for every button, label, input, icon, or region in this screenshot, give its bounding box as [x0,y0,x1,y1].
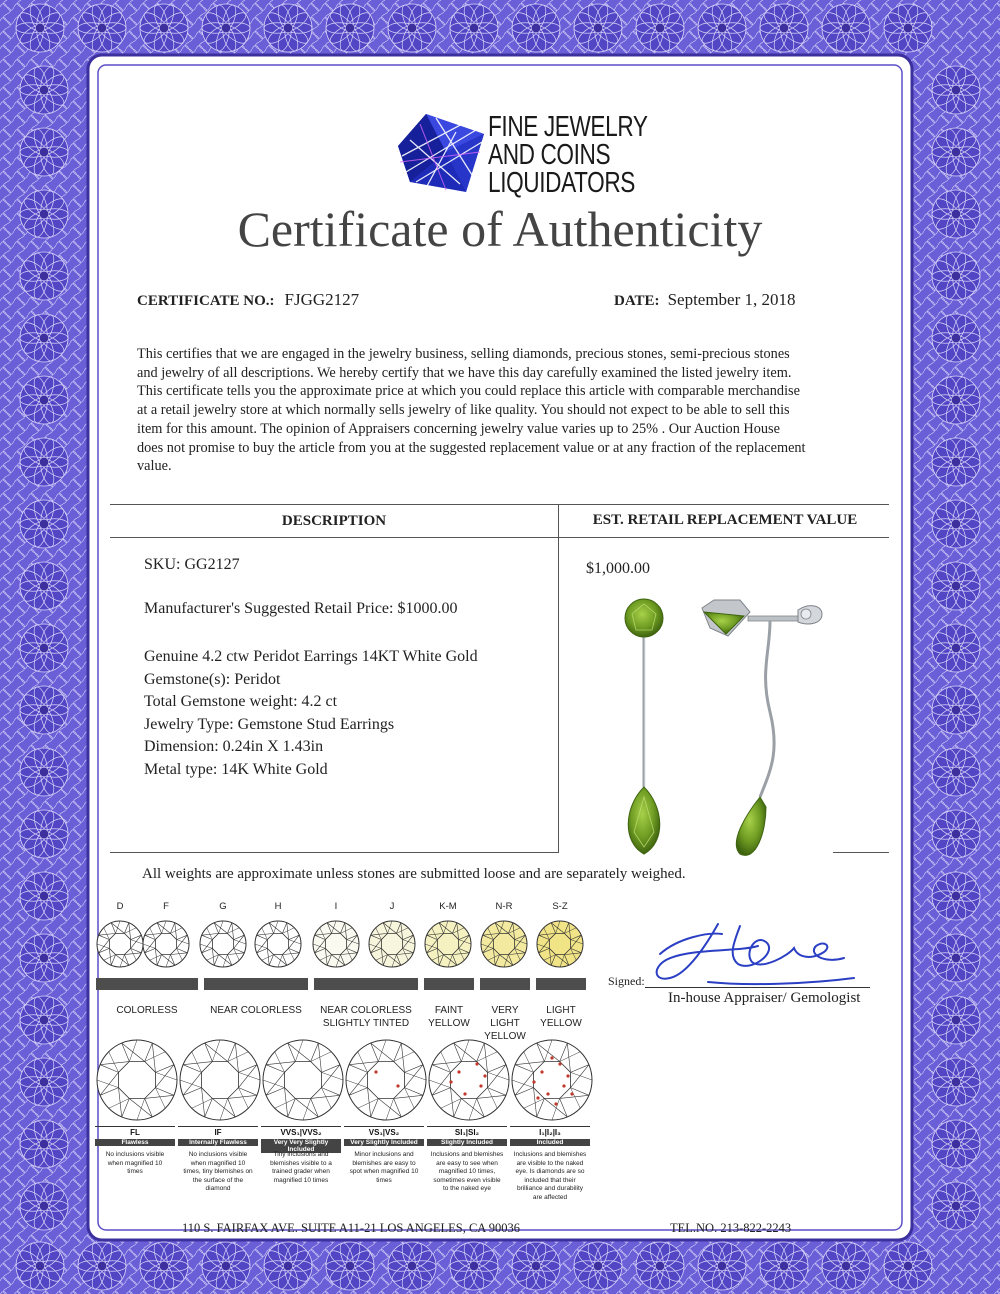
color-category-label: FAINT YELLOW [428,1005,470,1029]
rosette-ornament [932,1058,980,1107]
rosette-ornament [636,4,684,53]
rosette-ornament [822,1242,870,1291]
color-grade-diamond [200,921,246,967]
rosette-ornament [20,500,68,549]
paragraph-line: and jewelry of all descriptions. We hereby certify that we have this day carefully examined the listed jewelry item. [137,364,792,381]
rosette-ornament [20,996,68,1045]
rosette-ornament [932,934,980,983]
inclusion-mark [540,1070,543,1073]
inclusion-mark [532,1080,535,1083]
date-row [614,290,796,310]
rosette-ornament [20,128,68,177]
color-category-label: NEAR COLORLESS SLIGHTLY TINTED [320,1005,412,1029]
clarity-grade-name: Internally Flawless [178,1139,258,1146]
clarity-grade-code: FL [130,1128,140,1137]
rosette-ornament [140,1242,188,1291]
inclusion-mark [475,1062,478,1065]
clarity-rule [178,1126,258,1127]
clarity-rule [427,1126,507,1127]
sku-text: SKU: GG2127 [144,556,240,573]
inclusion-mark [570,1092,573,1095]
rosette-ornament [20,66,68,115]
rosette-ornament [932,810,980,859]
inclusion-mark [562,1084,565,1087]
table-header-rule [110,537,889,538]
clarity-grade-description: Tiny inclusions and blemishes visible to a trained grader when magnified 10 times [270,1151,332,1184]
rosette-ornament [822,4,870,53]
color-grade-label: S-Z [552,901,568,912]
color-grade-label: K-M [439,901,457,912]
paragraph-line: This certifies that we are engaged in the jewelry business, selling diamonds, precious stones, semi-precious stones [137,346,790,362]
paragraph-line: value. [137,458,172,475]
rosette-ornament [574,4,622,53]
detail-item: Dimension: 0.24in X 1.43in [144,738,324,755]
color-grade-label: H [274,901,282,912]
rosette-ornament [20,376,68,425]
clarity-diamond [180,1040,260,1120]
inclusion-mark [558,1062,561,1065]
inclusion-mark [536,1096,539,1099]
rosette-ornament [932,872,980,921]
rosette-ornament [20,934,68,983]
page-title: Certificate of Authenticity [237,201,763,257]
rosette-ornament [450,1242,498,1291]
rosette-ornament [388,4,436,53]
clarity-rule [344,1126,424,1127]
clarity-diamond [346,1040,426,1120]
rosette-ornament [78,1242,126,1291]
rosette-ornament [932,314,980,363]
inclusion-mark [546,1092,549,1095]
detail-item: Jewelry Type: Gemstone Stud Earrings [144,715,395,733]
rosette-ornament [20,314,68,363]
logo-line-1: FINE JEWELRY [488,111,648,143]
rosette-ornament [932,66,980,115]
clarity-grade-description: No inclusions visible when magnified 10 times, tiny blemishes on the surface of the diamond [183,1151,253,1192]
rosette-ornament [932,996,980,1045]
clarity-diamond [429,1040,509,1120]
clarity-rule [510,1126,590,1127]
clarity-grade-name: Very Slightly Included [344,1139,424,1146]
rosette-ornament [326,1242,374,1291]
color-grade-diamond [369,921,415,967]
certificate-number-value: FJGG2127 [284,290,360,309]
inclusion-mark [483,1074,486,1077]
inclusion-mark [550,1056,553,1059]
clarity-grade-code: SI₁|SI₂ [454,1128,480,1137]
rosette-ornament [20,748,68,797]
color-category-label: COLORLESS [116,1005,178,1016]
rosette-ornament [264,4,312,53]
clarity-grade-code: VVS₁|VVS₂ [280,1128,322,1137]
rosette-ornament [932,1120,980,1169]
color-grade-diamond [97,921,143,967]
rosette-ornament [932,252,980,301]
logo-line-3: LIQUIDATORS [488,167,635,199]
rosette-ornament [698,4,746,53]
clarity-grade-name: Flawless [95,1139,175,1146]
rosette-ornament [264,1242,312,1291]
table-bottom-rule-left [110,852,559,853]
rosette-ornament [884,4,932,53]
color-grade-diamond [537,921,583,967]
inclusion-mark [463,1092,466,1095]
clarity-rule [95,1126,175,1127]
rosette-ornament [20,624,68,673]
color-category-label: NEAR COLORLESS [210,1005,302,1016]
logo-gem-icon [396,112,488,204]
color-grade-diamond [255,921,301,967]
inclusion-mark [396,1084,399,1087]
inclusion-mark [566,1074,569,1077]
details-list [144,646,478,781]
peridot-earrings-image [610,592,840,862]
column-header-value: EST. RETAIL REPLACEMENT VALUE [592,512,858,528]
clarity-grade-description: Minor inclusions and blemishes are easy to spot when magnified 10 times [349,1151,419,1184]
rosette-ornament [202,1242,250,1291]
rosette-ornament [574,1242,622,1291]
rosette-ornament [884,1242,932,1291]
rosette-ornament [932,562,980,611]
rosette-ornament [20,872,68,921]
rosette-ornament [20,1120,68,1169]
column-header-description: DESCRIPTION [281,513,387,529]
clarity-grade-code: IF [214,1128,222,1137]
rosette-ornament [932,438,980,487]
rosette-ornament [932,624,980,673]
rosette-ornament [636,1242,684,1291]
color-grade-diamond [481,921,527,967]
rosette-ornament [698,1242,746,1291]
rosette-ornament [388,1242,436,1291]
color-grade-label: D [116,901,124,912]
signed-label: Signed: [608,974,645,988]
color-category-label: LIGHT YELLOW [540,1005,582,1029]
rosette-ornament [16,4,64,53]
clarity-grade-description: Inclusions and blemishes are visible to the naked eye. Is diamonds are so included that their brilliance and durability are affected [513,1151,587,1201]
clarity-grade-code: VS₁|VS₂ [368,1128,400,1137]
paragraph-line: at a retail jewelry store at which normally sells jewelry of like quality. You should not expect to be able to sell this [137,402,790,419]
date-label: DATE: [614,293,660,309]
rosette-ornament [760,1242,808,1291]
rosette-ornament [20,562,68,611]
detail-item: Gemstone(s): Peridot [144,670,281,688]
footer-address: 110 S. FAIRFAX AVE. SUITE A11-21 LOS ANGELES, CA 90036 [182,1221,520,1235]
color-grade-diamonds [90,912,590,972]
inclusion-mark [554,1102,557,1105]
replacement-value: $1,000.00 [586,560,650,577]
clarity-diamonds [95,1034,595,1126]
inclusion-mark [479,1084,482,1087]
rosette-ornament [20,438,68,487]
certification-paragraph [137,345,877,476]
color-grade-label: G [219,901,227,912]
clarity-diamond [512,1040,592,1120]
color-grade-label: J [389,901,395,912]
clarity-grade-code: I₁|I₂|I₃ [539,1128,561,1137]
color-grade-diamond [143,921,189,967]
inclusion-mark [457,1070,460,1073]
color-grade-diamond [313,921,359,967]
rosette-ornament [512,4,560,53]
color-grade-label: I [334,901,338,912]
inclusion-mark [374,1070,377,1073]
rosette-ornament [932,500,980,549]
rosette-ornament [932,748,980,797]
rosette-ornament [932,128,980,177]
table-bottom-rule-right [833,852,889,853]
color-grade-diamond [425,921,471,967]
rosette-ornament [512,1242,560,1291]
color-category-label: VERY LIGHT YELLOW [484,1005,526,1042]
color-grade-label: N-R [495,901,513,912]
detail-item: Total Gemstone weight: 4.2 ct [144,693,338,710]
inclusion-mark [449,1080,452,1083]
paragraph-line: item for this amount. The opinion of Appraisers concerning jewelry value varies up to 25% . Our Auction House [137,420,780,437]
rosette-ornament [78,4,126,53]
clarity-diamond [263,1040,343,1120]
clarity-rule [261,1126,341,1127]
color-category-bars [90,978,590,992]
rosette-ornament [20,1058,68,1107]
date-value: September 1, 2018 [667,290,796,309]
rosette-ornament [202,4,250,53]
rosette-ornament [16,1242,64,1291]
clarity-diamond [97,1040,177,1120]
rosette-ornament [20,810,68,859]
detail-item: Metal type: 14K White Gold [144,760,328,778]
signature-image [648,912,863,992]
footer-phone: TEL.NO. 213-822-2243 [670,1221,792,1235]
color-grade-label: F [163,901,169,912]
rosette-ornament [20,686,68,735]
logo-line-2: AND COINS [488,139,611,171]
msrp-text: Manufacturer's Suggested Retail Price: $1000.00 [144,600,458,617]
rosette-ornament [20,252,68,301]
rosette-ornament [450,4,498,53]
rosette-ornament [760,4,808,53]
clarity-grade-name: Very Very Slightly Included [261,1139,341,1153]
clarity-grade-description: No inclusions visible when magnified 10 times [105,1151,165,1175]
rosette-ornament [140,4,188,53]
certificate-number-row [137,290,359,310]
rosette-ornament [932,686,980,735]
table-divider [558,504,559,852]
clarity-grade-description: Inclusions and blemishes are easy to see when magnified 10 times, sometimes even visible to the naked eye [430,1151,504,1192]
paragraph-line: does not promise to buy the article from you at the suggested replacement value or at any fraction of the replacement [137,439,806,456]
weights-note: All weights are approximate unless stones are submitted loose and are separately weighed. [142,866,686,882]
paragraph-line: This certificate tells you the approximate price at which you could replace this article with comparable merchandise [137,383,800,400]
clarity-grade-name: Slightly Included [427,1139,507,1146]
rosette-ornament [932,376,980,425]
certificate-number-label: CERTIFICATE NO.: [137,293,275,309]
rosette-ornament [932,1182,980,1231]
logo-text [488,113,648,197]
rosette-ornament [20,1182,68,1231]
table-top-rule [110,504,889,505]
appraiser-title: In-house Appraiser/ Gemologist [668,990,861,1006]
detail-item: Genuine 4.2 ctw Peridot Earrings 14KT White Gold [144,648,478,665]
rosette-ornament [326,4,374,53]
clarity-grade-name: Included [510,1139,590,1146]
